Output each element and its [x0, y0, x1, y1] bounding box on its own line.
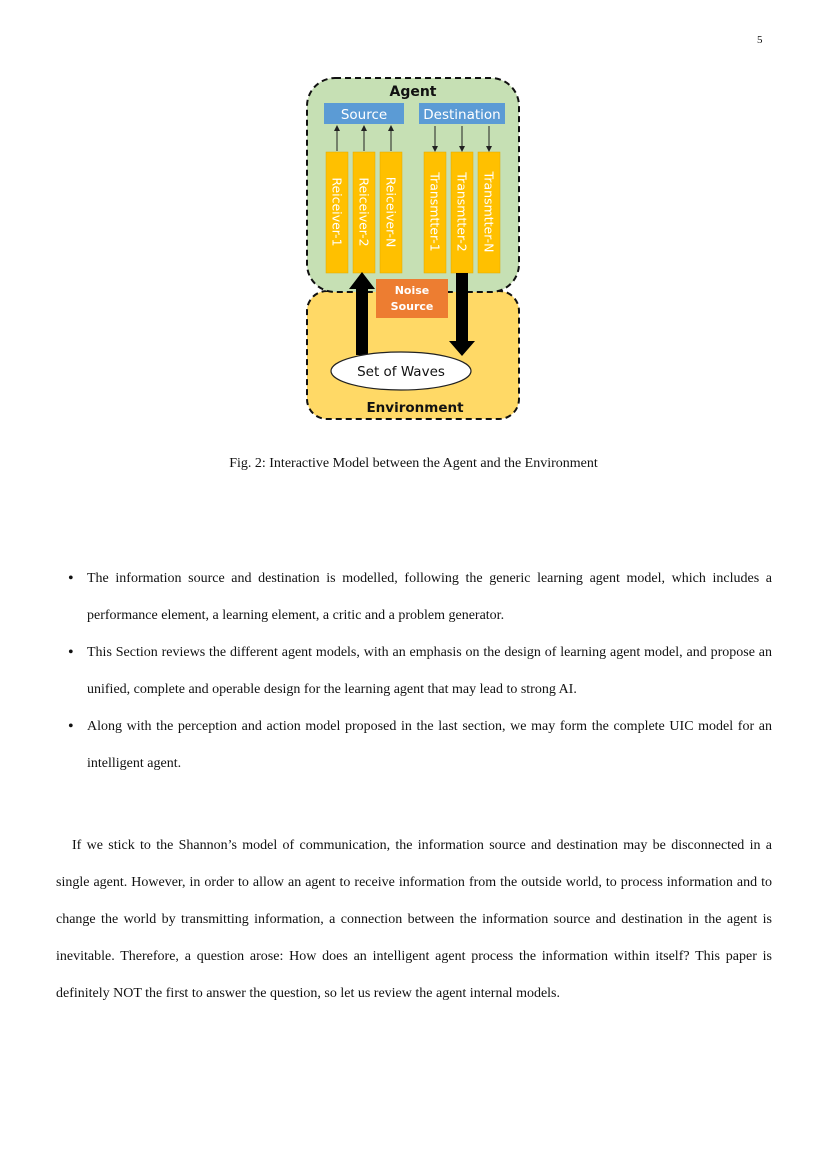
environment-label: Environment — [366, 400, 464, 416]
source-label: Source — [340, 107, 388, 123]
receiver-2-label: Reiceiver-2 — [356, 177, 372, 247]
transmitter-2-label: Transmtter-2 — [454, 172, 470, 252]
bullet-list — [68, 560, 772, 782]
noise-label-line1: Noise — [394, 284, 430, 297]
bullet-item: • The information source and destination is modelled, following the generic learning agent model, which includes a performance element, a learning element, a critic and a problem generator. — [68, 560, 772, 634]
waves-label: Set of Waves — [357, 364, 445, 380]
diagram-svg — [300, 72, 526, 426]
bullet-item: • This Section reviews the different agent models, with an emphasis on the design of learning agent model, and propose an unified, complete and operable design for the learning agent that may lead to strong AI. — [68, 634, 772, 708]
transmitter-n-label: Transmtter-N — [481, 171, 497, 253]
receiver-n-label: Reiceiver-N — [383, 176, 399, 248]
receiver-1-label: Reiceiver-1 — [329, 177, 345, 247]
figure-caption: Fig. 2: Interactive Model between the Agent and the Environment — [229, 456, 598, 471]
agent-environment-figure — [300, 72, 526, 426]
bullet-item: • Along with the perception and action model proposed in the last section, we may form the complete UIC model for an intelligent agent. — [68, 708, 772, 782]
transmitter-1-label: Transmtter-1 — [427, 172, 443, 252]
agent-label: Agent — [389, 84, 437, 100]
noise-label-line2: Source — [390, 300, 434, 313]
page-number: 5 — [757, 34, 763, 46]
body-paragraph: If we stick to the Shannon’s model of communication, the information source and destination may be disconnected in a single agent. However, in order to allow an agent to receive information from the outside world, to process information and to change the world by transmitting information, a connection between the information source and destination in the agent is inevitable. Therefore, a question arose: How does an intelligent agent process the information within itself? This paper is definitely NOT the first to answer the question, so let us review the agent internal models. — [56, 838, 772, 1001]
destination-label: Destination — [423, 107, 501, 123]
